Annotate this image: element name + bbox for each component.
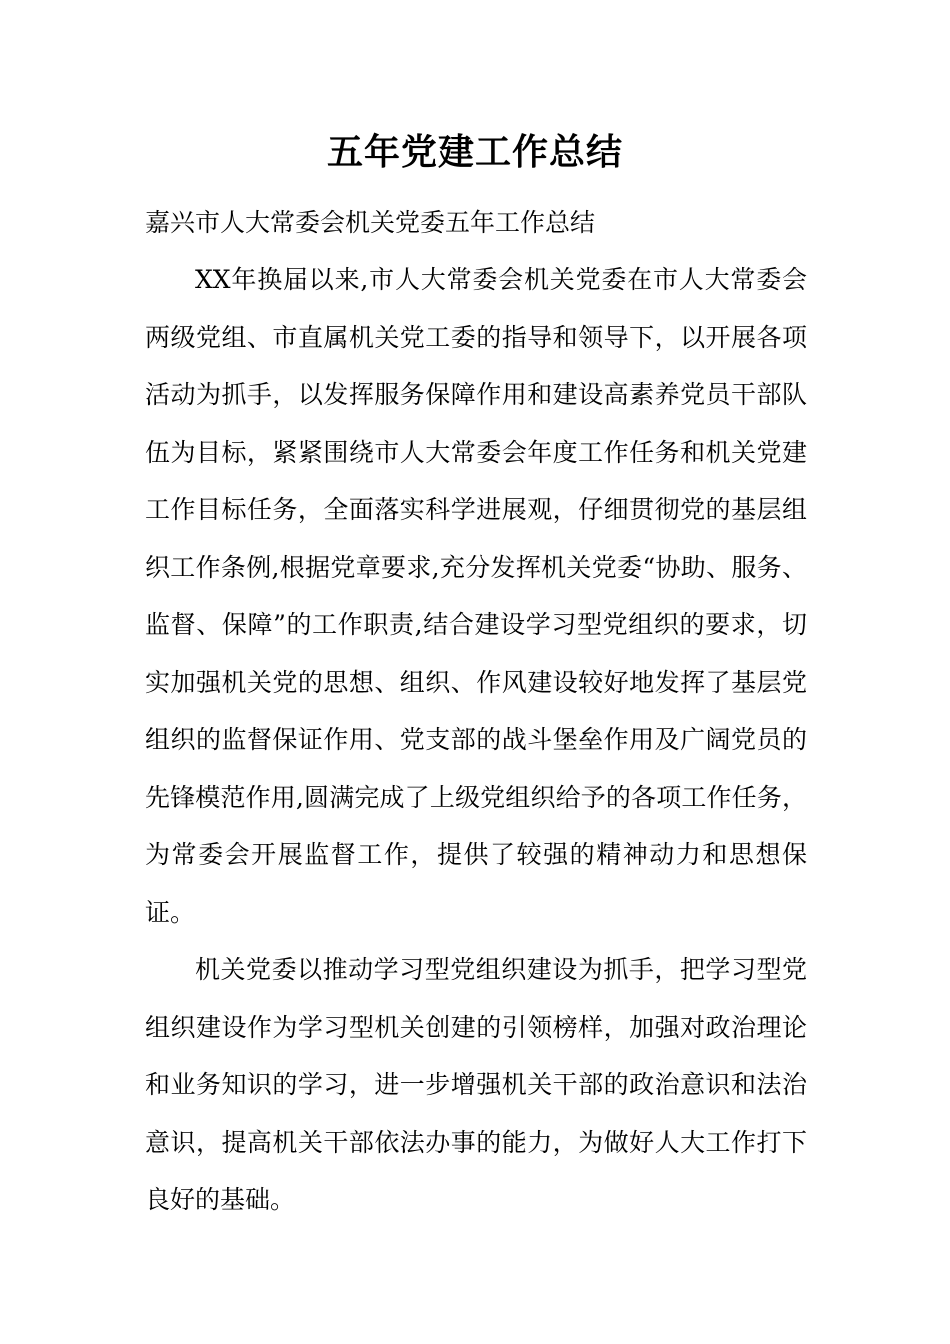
body-paragraph: XX年换届以来,市人大常委会机关党委在市人大常委会两级党组、市直属机关党工委的指导和领导下，以开展各项活动为抓手，以发挥服务保障作用和建设高素养党员干部队伍为目标，紧紧围绕市人大常委会年度工作任务和机关党建工作目标任务，全面落实科学进展观，仔细贯彻党的基层组织工作条例,根据党章要求,充分发挥机关党委“协助、服务、监督、保障”的工作职责,结合建设学习型党组织的要求，切实加强机关党的思想、组织、作风建设较好地发挥了基层党组织的监督保证作用、党支部的战斗堡垒作用及广阔党员的先锋模范作用,圆满完成了上级党组织给予的各项工作任务，为常委会开展监督工作，提供了较强的精神动力和思想保证。 <box>145 265 807 927</box>
document-subtitle: 嘉兴市人大常委会机关党委五年工作总结 <box>145 208 596 237</box>
document-title: 五年党建工作总结 <box>326 131 623 173</box>
body-paragraph: 机关党委以推动学习型党组织建设为抓手，把学习型党组织建设作为学习型机关创建的引领榜样，加强对政治理论和业务知识的学习，进一步增强机关干部的政治意识和法治意识，提高机关干部依法办事的能力，为做好人大工作打下良好的基础。 <box>145 955 807 1214</box>
